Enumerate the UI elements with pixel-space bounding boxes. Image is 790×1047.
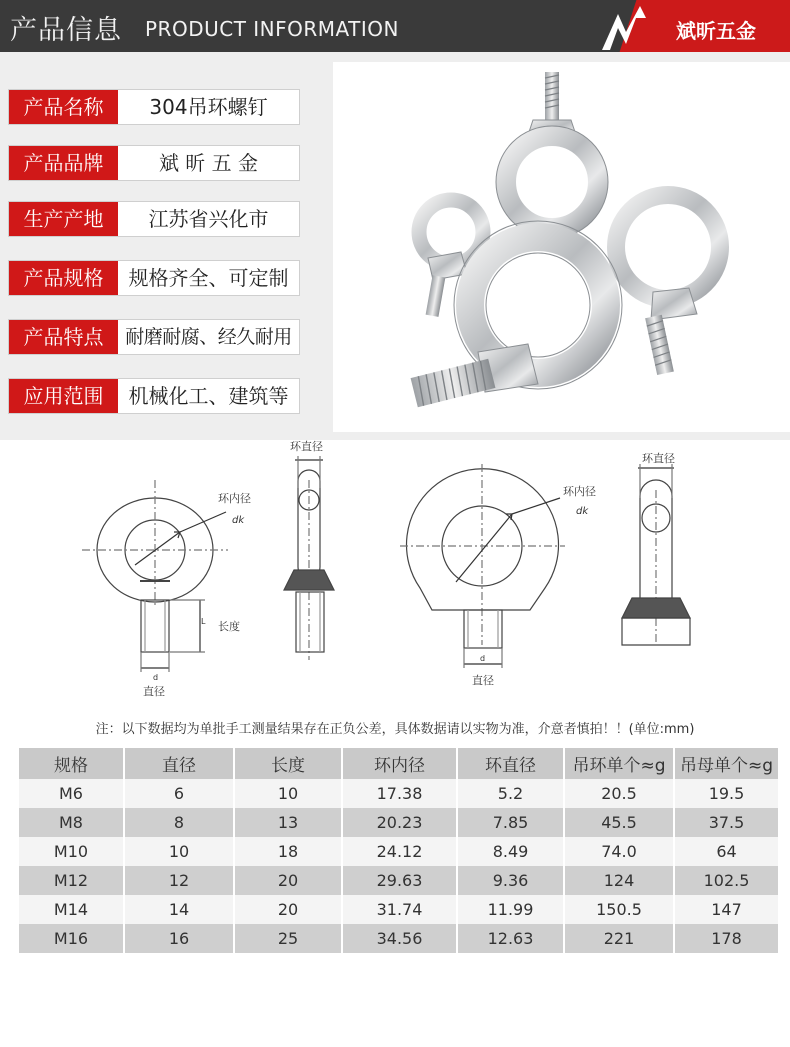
table-cell: 34.56 — [342, 924, 457, 953]
table-cell: 10 — [234, 779, 342, 808]
info-row-name — [8, 89, 300, 125]
table-cell: 221 — [564, 924, 674, 953]
table-cell: 12 — [124, 866, 234, 895]
header-title-cn: 产品信息 — [10, 15, 122, 46]
label-left-dk: dk — [232, 515, 245, 526]
table-cell: M16 — [19, 924, 124, 953]
label-right-inner-diameter: 环内径 — [563, 485, 596, 498]
left-side-view — [284, 456, 334, 660]
table-cell: 150.5 — [564, 895, 674, 924]
table-row — [19, 895, 779, 924]
table-cell: 8.49 — [457, 837, 564, 866]
table-cell: 24.12 — [342, 837, 457, 866]
table-cell: 20.23 — [342, 808, 457, 837]
table-cell: 6 — [124, 779, 234, 808]
label-right-ring-diameter: 环直径 — [642, 452, 675, 465]
table-cell: 45.5 — [564, 808, 674, 837]
table-cell: 13 — [234, 808, 342, 837]
header-bar — [0, 0, 790, 52]
info-label: 生产产地 — [9, 202, 118, 236]
table-header-cell: 长度 — [234, 748, 342, 779]
table-cell: 18 — [234, 837, 342, 866]
info-label: 产品规格 — [9, 261, 118, 295]
info-value: 机械化工、建筑等 — [128, 384, 289, 408]
table-cell: 12.63 — [457, 924, 564, 953]
info-row-application — [8, 378, 300, 414]
table-cell: 7.85 — [457, 808, 564, 837]
table-row — [19, 808, 779, 837]
table-cell: M14 — [19, 895, 124, 924]
product-photo — [333, 62, 790, 432]
table-header-cell: 规格 — [19, 748, 124, 779]
label-left-inner-diameter: 环内径 — [218, 492, 251, 505]
table-cell: 10 — [124, 837, 234, 866]
info-value: 304吊环螺钉 — [149, 95, 268, 119]
table-cell: 74.0 — [564, 837, 674, 866]
table-header-row — [19, 748, 779, 779]
info-value: 斌 昕 五 金 — [158, 151, 259, 175]
table-cell: 37.5 — [674, 808, 779, 837]
info-label: 产品特点 — [9, 320, 118, 354]
table-cell: 64 — [674, 837, 779, 866]
table-cell: 102.5 — [674, 866, 779, 895]
table-row — [19, 837, 779, 866]
table-cell: 20 — [234, 866, 342, 895]
info-row-origin — [8, 201, 300, 237]
table-cell: 17.38 — [342, 779, 457, 808]
table-cell: 14 — [124, 895, 234, 924]
technical-drawing — [0, 440, 790, 715]
table-cell: 5.2 — [457, 779, 564, 808]
label-left-length: 长度 — [218, 620, 240, 633]
label-left-ring-diameter: 环直径 — [290, 440, 323, 453]
info-row-spec — [8, 260, 300, 296]
info-value: 耐磨耐腐、经久耐用 — [125, 326, 292, 348]
table-cell: M10 — [19, 837, 124, 866]
table-cell: 8 — [124, 808, 234, 837]
table-cell: 25 — [234, 924, 342, 953]
table-header-cell: 吊母单个≈g — [674, 748, 779, 779]
table-cell: 20.5 — [564, 779, 674, 808]
table-header-cell: 吊环单个≈g — [564, 748, 674, 779]
header-brand: 斌昕五金 — [676, 19, 756, 43]
table-cell: 11.99 — [457, 895, 564, 924]
label-right-diameter: 直径 — [472, 674, 494, 687]
table-cell: 31.74 — [342, 895, 457, 924]
label-left-diameter: 直径 — [143, 685, 165, 698]
brand-logo-icon — [596, 2, 666, 52]
info-row-brand — [8, 145, 300, 181]
label-left-l: L — [201, 617, 206, 626]
table-row — [19, 779, 779, 808]
table-cell: 16 — [124, 924, 234, 953]
table-cell: M6 — [19, 779, 124, 808]
table-row — [19, 924, 779, 953]
table-header-cell: 环内径 — [342, 748, 457, 779]
label-right-dk: dk — [576, 506, 589, 517]
label-left-d: d — [153, 673, 159, 682]
table-cell: M12 — [19, 866, 124, 895]
left-front-view — [82, 480, 228, 672]
product-info-section — [0, 52, 790, 440]
measurement-note: 注：以下数据均为单批手工测量结果存在正负公差，具体数据请以实物为准，介意者慎拍！！(单位:mm) — [95, 722, 695, 737]
table-row — [19, 866, 779, 895]
right-side-view — [622, 464, 690, 645]
info-label: 应用范围 — [9, 379, 118, 413]
info-row-feature — [8, 319, 300, 355]
table-header-cell: 环直径 — [457, 748, 564, 779]
info-value: 江苏省兴化市 — [148, 207, 269, 231]
info-value: 规格齐全、可定制 — [128, 266, 289, 290]
table-cell: 29.63 — [342, 866, 457, 895]
table-cell: 9.36 — [457, 866, 564, 895]
table-cell: 147 — [674, 895, 779, 924]
right-front-view — [400, 464, 565, 668]
table-cell: M8 — [19, 808, 124, 837]
label-right-d: d — [480, 654, 486, 663]
table-cell: 124 — [564, 866, 674, 895]
table-header-cell: 直径 — [124, 748, 234, 779]
table-cell: 19.5 — [674, 779, 779, 808]
info-label: 产品品牌 — [9, 146, 118, 180]
table-cell: 20 — [234, 895, 342, 924]
info-label: 产品名称 — [9, 90, 118, 124]
table-cell: 178 — [674, 924, 779, 953]
spec-table — [19, 748, 780, 953]
header-title-en: PRODUCT INFORMATION — [145, 17, 399, 41]
